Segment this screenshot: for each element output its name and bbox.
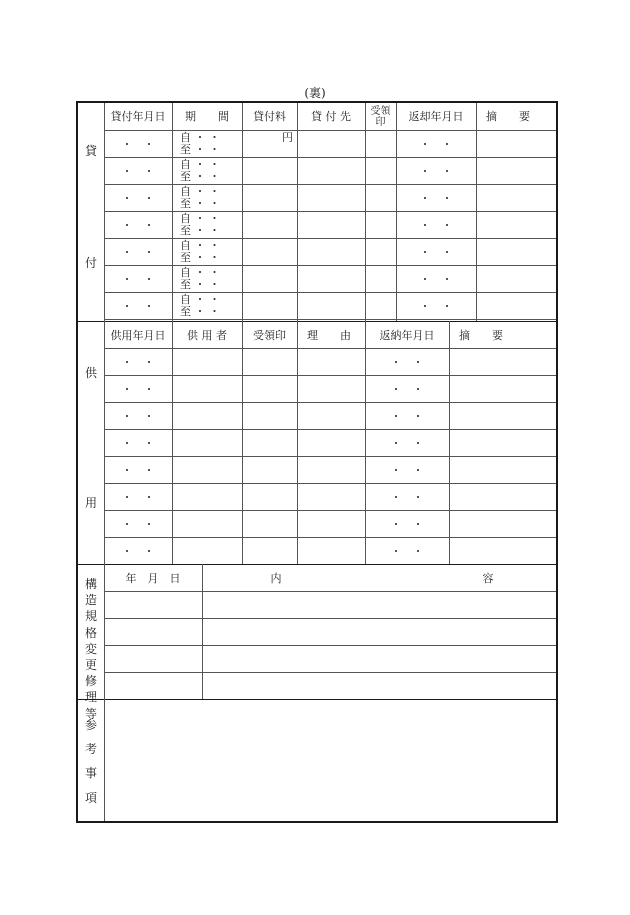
- period-to-label: 至 ・ ・: [180, 304, 220, 318]
- period-to-label: 至 ・ ・: [180, 277, 220, 291]
- mod-row-divider: [104, 591, 556, 592]
- use-return-date-cell[interactable]: ・ ・: [390, 517, 424, 531]
- use-date-cell[interactable]: ・ ・: [121, 490, 155, 504]
- period-from-label: 自 ・ ・: [180, 157, 220, 171]
- use-col-divider: [172, 321, 173, 564]
- lending-header-1: 期 間: [185, 110, 229, 123]
- period-from-label: 自 ・ ・: [180, 238, 220, 252]
- lending-period-cell[interactable]: [180, 266, 240, 291]
- lending-return-date-cell[interactable]: ・ ・: [419, 191, 453, 205]
- use-header-2: 受領印: [253, 328, 286, 342]
- period-from-label: 自 ・ ・: [180, 211, 220, 225]
- use-col-divider: [449, 321, 450, 564]
- lending-date-cell[interactable]: ・ ・: [121, 299, 155, 313]
- lending-col-divider: [172, 103, 173, 321]
- use-col-divider: [297, 321, 298, 564]
- lending-col-divider: [476, 103, 477, 321]
- lending-header-2: 貸付料: [253, 110, 286, 123]
- use-return-date-cell[interactable]: ・ ・: [390, 355, 424, 369]
- use-date-cell[interactable]: ・ ・: [121, 517, 155, 531]
- lending-header-0: 貸付年月日: [110, 110, 166, 123]
- lending-col-divider: [297, 103, 298, 321]
- lending-date-cell[interactable]: ・ ・: [121, 137, 155, 151]
- remarks-area[interactable]: [105, 699, 556, 821]
- lending-date-cell[interactable]: ・ ・: [121, 164, 155, 178]
- modification-side-title: 構 造 規 格 変 更 修 理 等: [84, 577, 97, 721]
- lending-period-cell[interactable]: [180, 185, 240, 210]
- lending-return-date-cell[interactable]: ・ ・: [419, 218, 453, 232]
- use-header-0: 供用年月日: [110, 328, 166, 342]
- lending-return-date-cell[interactable]: ・ ・: [419, 299, 453, 313]
- mod-header-date: 年 月 日: [125, 571, 181, 585]
- lending-col-divider: [365, 103, 366, 321]
- modification-section: [78, 564, 556, 721]
- lending-header-5: 返却年月日: [408, 110, 464, 123]
- use-header-4: 返納年月日: [379, 328, 435, 342]
- mod-col-divider: [202, 564, 203, 699]
- lending-side-bottom: 付: [84, 256, 97, 270]
- use-header-1: 供 用 者: [187, 328, 227, 342]
- lending-date-cell[interactable]: ・ ・: [121, 245, 155, 259]
- lending-period-cell[interactable]: [180, 131, 240, 156]
- lending-section: [78, 103, 556, 321]
- use-side-bottom: 用: [84, 496, 97, 510]
- period-to-label: 至 ・ ・: [180, 223, 220, 237]
- remarks-section: [78, 699, 556, 821]
- mod-row-divider: [104, 618, 556, 619]
- remarks-side-title: 参 考 事 項: [84, 718, 97, 805]
- period-from-label: 自 ・ ・: [180, 184, 220, 198]
- period-to-label: 至 ・ ・: [180, 196, 220, 210]
- lending-date-cell[interactable]: ・ ・: [121, 191, 155, 205]
- lending-header-4: 受領印: [370, 105, 391, 128]
- lending-return-date-cell[interactable]: ・ ・: [419, 164, 453, 178]
- period-from-label: 自 ・ ・: [180, 130, 220, 144]
- use-col-divider: [242, 321, 243, 564]
- use-return-date-cell[interactable]: ・ ・: [390, 409, 424, 423]
- mod-row-divider: [104, 645, 556, 646]
- period-from-label: 自 ・ ・: [180, 292, 220, 306]
- yen-unit-label: 円: [282, 131, 293, 144]
- lending-return-date-cell[interactable]: ・ ・: [419, 137, 453, 151]
- use-header-3: 理 由: [307, 328, 351, 342]
- mod-row-divider: [104, 672, 556, 673]
- mod-header-content-right: 容: [482, 571, 494, 585]
- lending-date-cell[interactable]: ・ ・: [121, 218, 155, 232]
- mod-header-content-left: 内: [270, 571, 282, 585]
- use-date-cell[interactable]: ・ ・: [121, 463, 155, 477]
- lending-period-cell[interactable]: [180, 293, 240, 318]
- lending-period-cell[interactable]: [180, 158, 240, 183]
- use-date-cell[interactable]: ・ ・: [121, 544, 155, 558]
- page-caption: (裏): [304, 86, 326, 100]
- lending-row-divider: [104, 319, 556, 320]
- lending-header-6: 摘 要: [486, 110, 530, 123]
- use-date-cell[interactable]: ・ ・: [121, 355, 155, 369]
- use-date-cell[interactable]: ・ ・: [121, 382, 155, 396]
- use-return-date-cell[interactable]: ・ ・: [390, 544, 424, 558]
- use-date-cell[interactable]: ・ ・: [121, 409, 155, 423]
- period-from-label: 自 ・ ・: [180, 265, 220, 279]
- lending-header-3: 貸 付 先: [311, 110, 351, 123]
- lending-return-date-cell[interactable]: ・ ・: [419, 272, 453, 286]
- use-date-cell[interactable]: ・ ・: [121, 436, 155, 450]
- period-to-label: 至 ・ ・: [180, 250, 220, 264]
- use-return-date-cell[interactable]: ・ ・: [390, 490, 424, 504]
- use-return-date-cell[interactable]: ・ ・: [390, 436, 424, 450]
- lending-period-cell[interactable]: [180, 239, 240, 264]
- lending-return-date-cell[interactable]: ・ ・: [419, 245, 453, 259]
- use-side-top: 供: [84, 366, 97, 380]
- period-to-label: 至 ・ ・: [180, 142, 220, 156]
- lending-date-cell[interactable]: ・ ・: [121, 272, 155, 286]
- use-header-5: 摘 要: [459, 328, 503, 342]
- use-return-date-cell[interactable]: ・ ・: [390, 382, 424, 396]
- use-section: [78, 321, 556, 564]
- lending-period-cell[interactable]: [180, 212, 240, 237]
- use-return-date-cell[interactable]: ・ ・: [390, 463, 424, 477]
- ledger-form: [76, 101, 558, 823]
- period-to-label: 至 ・ ・: [180, 169, 220, 183]
- lending-side-top: 貸: [84, 144, 97, 158]
